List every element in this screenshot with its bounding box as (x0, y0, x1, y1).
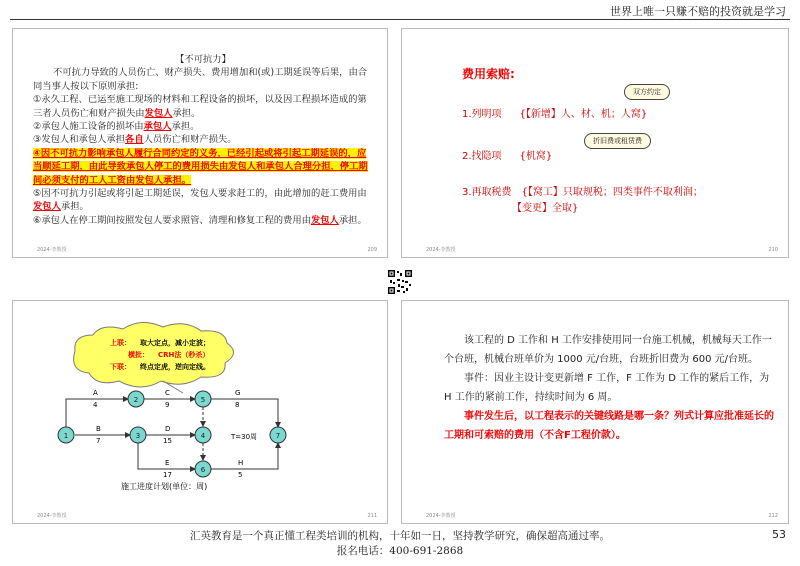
qr-code-icon (387, 269, 413, 295)
slide2-page: 210 (768, 247, 778, 253)
act-E: E (165, 459, 170, 467)
act-G: G (235, 389, 241, 397)
bubble-depreciation: 折旧费或租赁费 (584, 133, 651, 149)
diagram-caption: 施工进度计划(单位：周) (121, 482, 208, 491)
svg-text:4: 4 (200, 432, 206, 440)
slide4-para1: 该工程的 D 工作和 H 工作安排使用同一台施工机械，机械每天工作一个台班，机械台班单价为 1000 元/台班，台班折旧费为 600 元/台班。 (444, 335, 772, 365)
svg-text:7: 7 (275, 432, 281, 440)
slide1-footer: 2024-李教授 (37, 247, 67, 253)
act-E-dur: 17 (163, 471, 172, 479)
slide4-page: 212 (768, 513, 778, 519)
footer-slogan: 汇英教育是一个真正懂工程类培训的机构，十年如一日，坚持教学研究，确保超高通过率。 (190, 530, 610, 542)
slide4-para2: 事件：因业主设计变更新增 F 工作，F 工作为 D 工作的紧后工作，为 H 工作的紧前工作，持续时间为 6 周。 (444, 373, 770, 403)
network-diagram (13, 301, 387, 523)
footer-phone: 报名电话：400-691-2868 (336, 545, 464, 557)
slide1-item5: ⑤因不可抗力引起或将引起工期延误，发包人要求赶工的，由此增加的赶工费用由发包人承担。 (33, 188, 367, 213)
slide2-row1: 1.列明项 {【新增】人、材、机；人窝} (462, 109, 648, 120)
svg-text:6: 6 (200, 466, 206, 474)
slide4-question: 事件发生后，以工程表示的关键线路是哪一条？列式计算应批准延长的工期和可索赔的费用（不含F工程价款）。 (444, 411, 774, 441)
slide-force-majeure (12, 28, 388, 258)
edge-H (211, 443, 278, 469)
slide3-page: 211 (367, 513, 377, 519)
slide1-item1: ①永久工程、已运至施工现场的材料和工程设备的损坏，以及因工程损坏造成的第三者人员伤亡和财产损失由发包人承担。 (33, 94, 367, 119)
cloud-line2-label: 横批： (128, 351, 149, 359)
slide1-page: 209 (367, 247, 377, 253)
act-H: H (238, 459, 244, 467)
slide-case-question (401, 300, 789, 524)
header-motto: 世界上唯一只赚不赔的投资就是学习 (610, 5, 786, 18)
cloud-line1-label: 上联： (110, 339, 131, 347)
cloud-line3-label: 下联： (110, 363, 131, 371)
act-B-dur: 7 (96, 437, 101, 445)
slide1-intro: 不可抗力导致的人员伤亡、财产损失、费用增加和(或)工期延误等后果，由合同当事人按以下原则承担: (33, 67, 368, 92)
cloud-line1-text: 取大定点，减小定波； (140, 339, 210, 347)
total-duration: T=30周 (231, 433, 258, 441)
act-B: B (96, 425, 101, 433)
slide2-row3-cont: 【变更】全取} (512, 203, 579, 214)
act-G-dur: 8 (235, 401, 240, 409)
slide1-item3: ③发包人和承包人承担各自人员伤亡和财产损失。 (33, 134, 237, 146)
act-A: A (93, 389, 98, 397)
act-D: D (165, 425, 171, 433)
slide1-item4: ④因不可抗力影响承包人履行合同约定的义务，已经引起或将引起工期延误的，应当顺延工期，由此导致承包人停工的费用损失由发包人和承包人合理分担，停工期间必须支付的工人工资由发包人承担。 (33, 147, 368, 186)
slide2-footer: 2024-李教授 (426, 247, 456, 253)
slide-network-plan (12, 300, 388, 524)
edge-G (211, 399, 278, 427)
bubble-agreed: 双方约定 (624, 84, 670, 100)
svg-text:3: 3 (135, 432, 141, 440)
slide2-row3: 3.再取税费 {【窝工】只取规税；四类事件不取利润； (462, 187, 703, 198)
header-divider (10, 19, 790, 20)
cloud-line3-text: 终点定虎，逆向定线。 (140, 363, 210, 371)
svg-text:5: 5 (200, 396, 206, 404)
page-number: 53 (772, 528, 786, 541)
hint-cloud (74, 322, 234, 387)
slide1-item2: ②承包人施工设备的损坏由承包人承担。 (33, 121, 200, 133)
slide-cost-claim (401, 28, 789, 258)
slide3-footer: 2024-李教授 (37, 513, 67, 519)
svg-text:2: 2 (133, 396, 139, 404)
svg-text:1: 1 (63, 432, 69, 440)
slide2-title: 费用索赔: (462, 67, 515, 81)
slide1-item6: ⑥承包人在停工期间按照发包人要求照管、清理和修复工程的费用由发包人承担。 (33, 214, 367, 226)
slide4-footer: 2024-李教授 (426, 513, 456, 519)
slide1-title: 【不可抗力】 (175, 54, 231, 65)
act-D-dur: 15 (163, 437, 172, 445)
act-A-dur: 4 (93, 401, 98, 409)
cloud-line2-text: CRH法（秒杀） (158, 351, 210, 359)
act-C-dur: 9 (165, 401, 170, 409)
act-C: C (165, 389, 170, 397)
slide4-body (444, 331, 774, 445)
slide1-body (33, 53, 373, 227)
slide2-row2: 2.找隐项 {机窝} (462, 151, 553, 162)
act-H-dur: 5 (238, 471, 243, 479)
